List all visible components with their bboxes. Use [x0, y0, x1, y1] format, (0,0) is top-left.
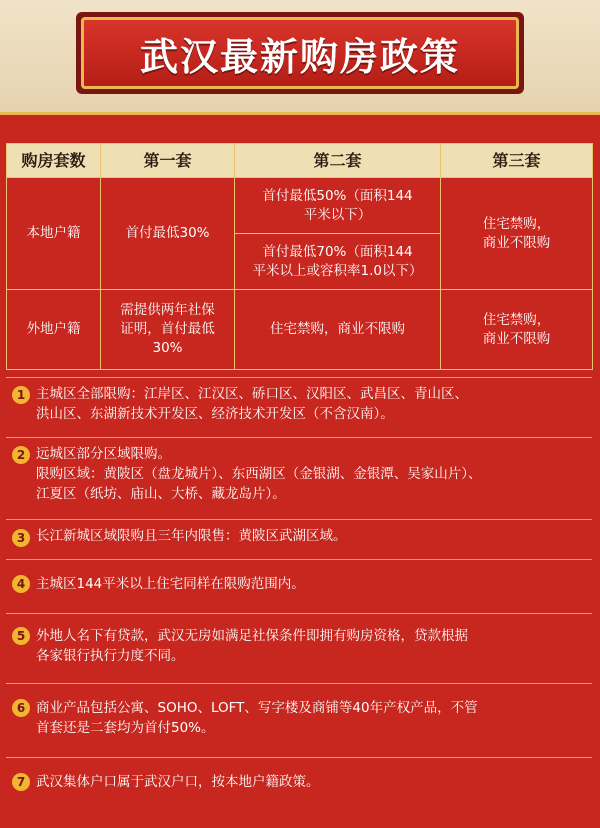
local-second-a-line-1: 首付最低50%（面积144 — [262, 187, 413, 204]
local-second-a-line-2: 平米以下） — [303, 206, 372, 223]
nonlocal-first-cell — [101, 290, 235, 370]
note-4-line-1: 主城区144平米以上住宅同样在限购范围内。 — [36, 576, 305, 592]
nonlocal-second-cell: 住宅禁购，商业不限购 — [235, 290, 441, 370]
note-6-line-1: 商业产品包括公寓、SOHO、LOFT、写字楼及商铺等40年产权产品，不管 — [36, 700, 478, 716]
content-panel — [0, 112, 600, 828]
note-2-line-2: 限购区域：黄陂区（盘龙城片）、东西湖区（金银湖、金银潭、吴家山片）、 — [36, 466, 482, 482]
nonlocal-third-line-2: 商业不限购 — [482, 330, 551, 347]
nonlocal-third-line-1: 住宅禁购， — [482, 311, 551, 328]
title-banner-inner — [81, 17, 519, 89]
nonlocal-first-line-2: 证明，首付最低 — [120, 321, 215, 337]
nonlocal-third-cell — [441, 290, 593, 370]
local-second-b-cell — [235, 234, 441, 290]
note-item-6 — [6, 683, 592, 757]
table-row-nonlocal — [7, 290, 593, 370]
local-second-b-line-1: 首付最低70%（面积144 — [262, 243, 413, 260]
notes-list — [6, 377, 592, 807]
header-cell-third: 第三套 — [441, 144, 593, 178]
note-1-line-2: 洪山区、东湖新技术开发区、经济技术开发区（不含汉南）。 — [36, 406, 394, 422]
number-badge-3: 3 — [12, 529, 30, 547]
note-item-3 — [6, 519, 592, 559]
number-badge-4: 4 — [12, 575, 30, 593]
note-item-2 — [6, 437, 592, 519]
local-first-cell: 首付最低30% — [101, 178, 235, 290]
page-title: 武汉最新购房政策 — [139, 34, 460, 79]
number-badge-1: 1 — [12, 386, 30, 404]
number-badge-6: 6 — [12, 699, 30, 717]
title-banner — [76, 12, 524, 94]
note-7-line-1: 武汉集体户口属于武汉户口，按本地户籍政策。 — [36, 774, 320, 790]
table-header-row — [7, 144, 593, 178]
row-label-local: 本地户籍 — [7, 178, 101, 290]
note-2-line-1: 远城区部分区域限购。 — [36, 446, 171, 462]
number-badge-7: 7 — [12, 773, 30, 791]
note-item-5 — [6, 613, 592, 683]
note-3-line-1: 长江新城区域限购且三年内限售：黄陂区武湖区域。 — [36, 528, 347, 544]
header-cell-second: 第二套 — [235, 144, 441, 178]
row-label-nonlocal: 外地户籍 — [7, 290, 101, 370]
header-cell-first: 第一套 — [101, 144, 235, 178]
policy-table — [6, 143, 593, 370]
note-1-line-1: 主城区全部限购：江岸区、江汉区、硚口区、汉阳区、武昌区、青山区、 — [36, 386, 468, 402]
local-second-b-line-2: 平米以上或容积率1.0以下） — [252, 262, 423, 279]
number-badge-5: 5 — [12, 627, 30, 645]
note-item-7 — [6, 757, 592, 807]
local-third-line-2: 商业不限购 — [482, 234, 551, 251]
note-item-1 — [6, 377, 592, 437]
table-row-local-a — [7, 178, 593, 234]
local-third-cell — [441, 178, 593, 290]
nonlocal-first-line-1: 需提供两年社保 — [120, 302, 215, 318]
note-5-line-2: 各家银行执行力度不同。 — [36, 648, 185, 664]
nonlocal-first-line-3: 30% — [152, 340, 183, 356]
note-6-line-2: 首套还是二套均为首付50%。 — [36, 720, 215, 736]
note-5-line-1: 外地人名下有贷款，武汉无房如满足社保条件即拥有购房资格，贷款根据 — [36, 628, 468, 644]
note-2-line-3: 江夏区（纸坊、庙山、大桥、藏龙岛片）。 — [36, 486, 286, 502]
number-badge-2: 2 — [12, 446, 30, 464]
local-second-a-cell — [235, 178, 441, 234]
header-cell-count: 购房套数 — [7, 144, 101, 178]
note-item-4 — [6, 559, 592, 613]
local-third-line-1: 住宅禁购， — [482, 215, 551, 232]
